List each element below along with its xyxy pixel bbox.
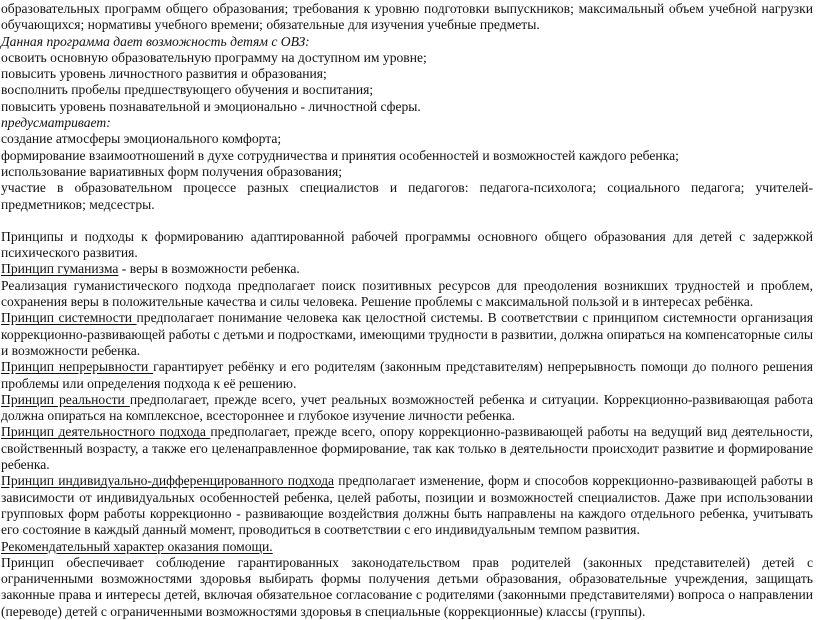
- principles-title: Принципы и подходы к формированию адаптированной рабочей программы основного общего образования для детей с задержкой психического развития.: [1, 228, 813, 261]
- recommendation-heading-label: Рекомендательный характер оказания помощи.: [1, 538, 273, 554]
- principle-humanism-text: - веры в возможности ребенка.: [118, 261, 300, 277]
- principle-activity-label: Принцип деятельностного подхода: [1, 424, 211, 440]
- principle-reality-label: Принцип реальности: [1, 391, 130, 407]
- principle-humanism-label: Принцип гуманизма: [1, 261, 119, 277]
- ovz-item: повысить уровень познавательной и эмоционально - личностной сферы.: [1, 98, 421, 114]
- principle-reality-text: предполагает, прежде всего, учет реальных возможностей ребенка и ситуации. Коррекционно-развивающая работа должна опираться на комплексное, всестороннее и глубокое изучение личности ребенка.: [1, 391, 814, 424]
- provides-item: участие в образовательном процессе разных специалистов и педагогов: педагога-психолога; социального педагога; учителей- предметников; медсестры.: [1, 180, 813, 212]
- provides-item: использование вариативных форм получения образования;: [1, 163, 343, 179]
- principle-humanism: [1, 261, 813, 277]
- provides-item: формирование взаимоотношений в духе сотрудничества и принятия особенностей и возможностей каждого ребенка;: [1, 147, 679, 163]
- principle-continuity-label: Принцип непрерывности: [1, 359, 154, 375]
- principle-activity-text: предполагает, прежде всего, опору коррекционно-развивающей работы на ведущий вид деятельности, свойственный возрасту, а также его целенаправленное формирование, так как только в деятельности происходит развитие и формирование ребенка.: [1, 424, 813, 473]
- intro-paragraph: образовательных программ общего образования; требования к уровню подготовки выпускников; максимальный объем учебной нагрузки обучающихся; нормативы учебного времени; обязательные для изучения учебные предметы.: [1, 1, 813, 33]
- principle-activity: [1, 424, 813, 473]
- ovz-item: повысить уровень личностного развития и образования;: [1, 66, 327, 82]
- paragraph-spacer: [1, 213, 813, 229]
- principle-reality: [1, 392, 813, 425]
- ovz-heading: Данная программа дает возможность детям с ОВЗ:: [1, 33, 310, 49]
- provides-heading: предусматривает:: [1, 115, 111, 131]
- document-page: [1, 1, 813, 620]
- principle-humanism-detail: Реализация гуманистического подхода предполагает поиск позитивных ресурсов для преодоления возникших трудностей и проблем, сохранения веры в положительные качества и силы человека. Решение проблемы с максимальной пользой и в интересах ребёнка.: [1, 277, 813, 310]
- recommendation-heading: [1, 539, 813, 555]
- principle-systematic: [1, 310, 813, 359]
- ovz-item: освоить основную образовательную программу на доступном им уровне;: [1, 49, 427, 65]
- provides-item: создание атмосферы эмоционального комфорта;: [1, 131, 282, 147]
- principle-individual-label: Принцип индивидуально-дифференцированного подхода: [1, 473, 335, 489]
- ovz-item: восполнить пробелы предшествующего обучения и воспитания;: [1, 82, 374, 98]
- principle-individual-text: предполагает изменение, форм и способов коррекционно-развивающей работы в зависимости от индивидуальных особенностей ребенка, целей работы, позиции и возможностей специалистов. Даже при использовании групповых форм работы коррекционно - развивающие воздействия должны быть направлены на каждого отдельного ребенка, учитывать его состояние в каждый данный момент, проводиться в соответствии с его индивидуальным темпом развития.: [1, 473, 813, 538]
- principle-systematic-label: Принцип системности: [1, 310, 137, 326]
- principle-continuity: [1, 359, 813, 392]
- recommendation-paragraph: Принцип обеспечивает соблюдение гарантированных законодательством прав родителей (законных представителей) детей с ограниченными возможностями здоровья выбирать формы получения детьми образования, образовательные учреждения, защищать законные права и интересы детей, включая обязательное согласование с родителями (законными представителями) вопроса о направлении (переводе) детей с ограниченными возможностями здоровья в специальные (коррекционные) классы (группы).: [1, 554, 813, 619]
- principle-individual: [1, 473, 813, 538]
- principle-systematic-text: предполагает понимание человека как целостной системы. В соответствии с принципом системности организация коррекционно-развивающей работы с детьми и подростками, имеющими трудности в развитии, должна опираться на компенсаторные силы и возможности ребенка.: [1, 310, 814, 358]
- principle-continuity-text: гарантирует ребёнку и его родителям (законным представителям) непрерывность помощи до полного решения проблемы или определения подхода к её решению.: [1, 359, 813, 391]
